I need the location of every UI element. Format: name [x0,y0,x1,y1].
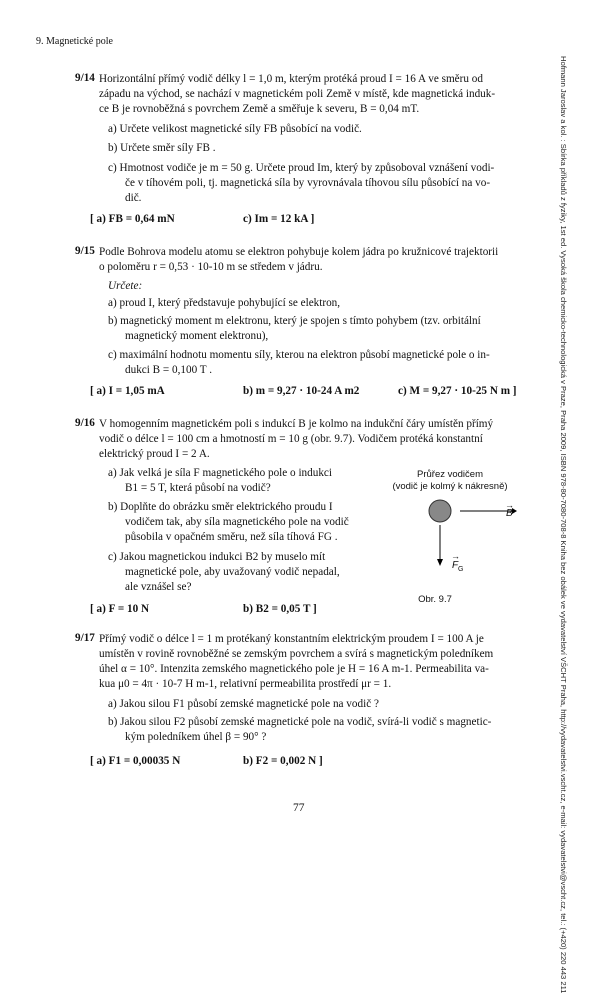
answer: [ a) FB = 0,64 mN [90,213,175,225]
text-line: c) Jakou magnetickou indukci B2 by muselo mít [108,551,326,563]
subquestion [108,348,532,378]
answer: b) m = 9,27 · 10-24 A m2 [243,385,360,397]
text-line: če v tíhovém poli, tj. magnetická síla by vyrovnávala tíhovou sílu působící na vo- [125,177,491,189]
figure-subtitle: (vodič je kolmý k nákresně) [392,481,508,492]
problem-text [99,245,531,275]
answer: [ a) I = 1,05 mA [90,385,165,397]
text-line: úhel α = 10°. Intenzita zemského magnetického pole je H = 16 A m-1. Permeabilita va- [99,663,489,675]
answer: c) Im = 12 kA ] [243,213,315,225]
figure-caption: Obr. 9.7 [418,594,452,605]
problem-text [99,72,531,117]
subquestion: a) Jakou silou F1 působí zemské magnetické pole na vodič ? [108,698,379,710]
text-line: b) Doplňte do obrázku směr elektrického proudu I [108,501,333,513]
text-line: ce B je rovnoběžná s povrchem Země a směřuje k severu, B = 0,04 mT. [99,103,420,115]
subquestion [108,550,378,595]
gravity-force-subscript: G [458,566,464,573]
text-line: elektrický proud I = 2 A. [99,448,210,460]
problem-number: 9/16 [75,417,95,429]
subquestion [108,500,378,545]
subquestion [108,314,532,344]
text-line: c) maximální hodnotu momentu síly, kterou na elektron působí magnetické pole o in- [108,349,490,361]
running-header: 9. Magnetické pole [36,36,113,47]
copyright-sidebar [556,56,568,993]
gravity-force-label: F [452,560,459,571]
text-line: kua μ0 = 4π · 10-7 H m-1, relativní permeabilita prostředí μr = 1. [99,678,392,690]
text-line: a) Jak velká je síla F magnetického pole o indukci [108,467,332,479]
text-line: b) magnetický moment m elektronu, který je spojen s tímto pohybem (tzv. orbitální [108,315,481,327]
subquestion: a) Určete velikost magnetické síly FB působící na vodič. [108,123,362,135]
problem-number: 9/17 [75,632,95,644]
text-line: Horizontální přímý vodič délky l = 1,0 m, kterým protéká proud I = 16 A ve směru od [99,73,483,85]
subquestion: b) Určete směr síly FB . [108,142,216,154]
text-line: ale vznášel se? [125,581,192,593]
text-line: c) Hmotnost vodiče je m = 50 g. Určete proud Im, který by způsoboval vznášení vodi- [108,162,495,174]
text-line: dukci B = 0,100 T . [125,364,213,376]
text-line: kým poledníkem úhel β = 90° ? [125,731,267,743]
intro-label: Určete: [108,280,143,292]
vector-arrow-icon: → [505,500,514,510]
text-line: magnetické pole, aby uvažovaný vodič nepadal, [125,566,340,578]
text-line: magnetický moment elektronu), [125,330,269,342]
text-line: vodič o délce l = 100 cm a hmotností m = 10 g (obr. 9.7). Vodičem protéká konstantní [99,433,483,445]
text-line: V homogenním magnetickém poli s indukcí B je kolmo na indukční čáry umístěn přímý [99,418,494,430]
text-line: umístěn v rovině rovnoběžné se zemským povrchem a svírá s magnetickým poledníkem [99,648,494,660]
vector-arrow-icon: → [451,551,460,561]
text-line: dič. [125,192,142,204]
arrowhead-icon [437,559,443,566]
text-line: vodičem tak, aby síla magnetického pole na vodič [125,516,349,528]
answer: [ a) F = 10 N [90,603,150,615]
text-line: působila v opačném směru, než síla tíhová FG . [125,531,338,543]
text-line: Přímý vodič o délce l = 1 m protékaný konstantním elektrickým proudem I = 100 A je [99,633,484,645]
problem-number: 9/15 [75,245,95,257]
subquestion: a) proud I, který představuje pohybující se elektron, [108,297,341,309]
subquestion [108,715,532,745]
text-line: B1 = 5 T, která působí na vodič? [125,482,271,494]
text-line: b) Jakou silou F2 působí zemské magnetické pole na vodič, svírá-li vodič s magnetic- [108,716,492,728]
answer: b) B2 = 0,05 T ] [243,603,317,615]
subquestion [108,161,532,206]
problem-number: 9/14 [75,72,95,84]
answer: c) M = 9,27 · 10-25 N m ] [398,385,517,397]
copyright-text: Hofmann Jaroslav a kol. : Sbírka příkladů z fyziky, 1st ed. Vysoká škola chemicko-technologická v Praze, Praha 2009, ISBN 978-80-7080-708-8 Kniha bez obálek ve vydavatelství VŠCHT Praha, http://vydavatelstvi.vscht.cz, e-mail: vydavatelstvi@vscht.cz, tel.: (+420) 220 443 211 [559,56,568,993]
text-line: Podle Bohrova modelu atomu se elektron pohybuje kolem jádra po kružnicové trajektorii [99,246,499,258]
text-line: o poloměru r = 0,53 · 10-10 m se středem v jádru. [99,261,323,273]
conductor-cross-section [429,500,451,522]
text-line: západu na východ, se nachází v magnetickém poli Země v místě, kde magnetická induk- [99,88,496,100]
figure-title: Průřez vodičem [417,469,483,480]
field-b-label: B [506,508,513,519]
problem-text [99,417,531,462]
subquestion [108,466,378,496]
answer: [ a) F1 = 0,00035 N [90,755,181,767]
answer: b) F2 = 0,002 N ] [243,755,323,767]
problem-text [99,632,531,692]
page-number: 77 [293,802,305,814]
